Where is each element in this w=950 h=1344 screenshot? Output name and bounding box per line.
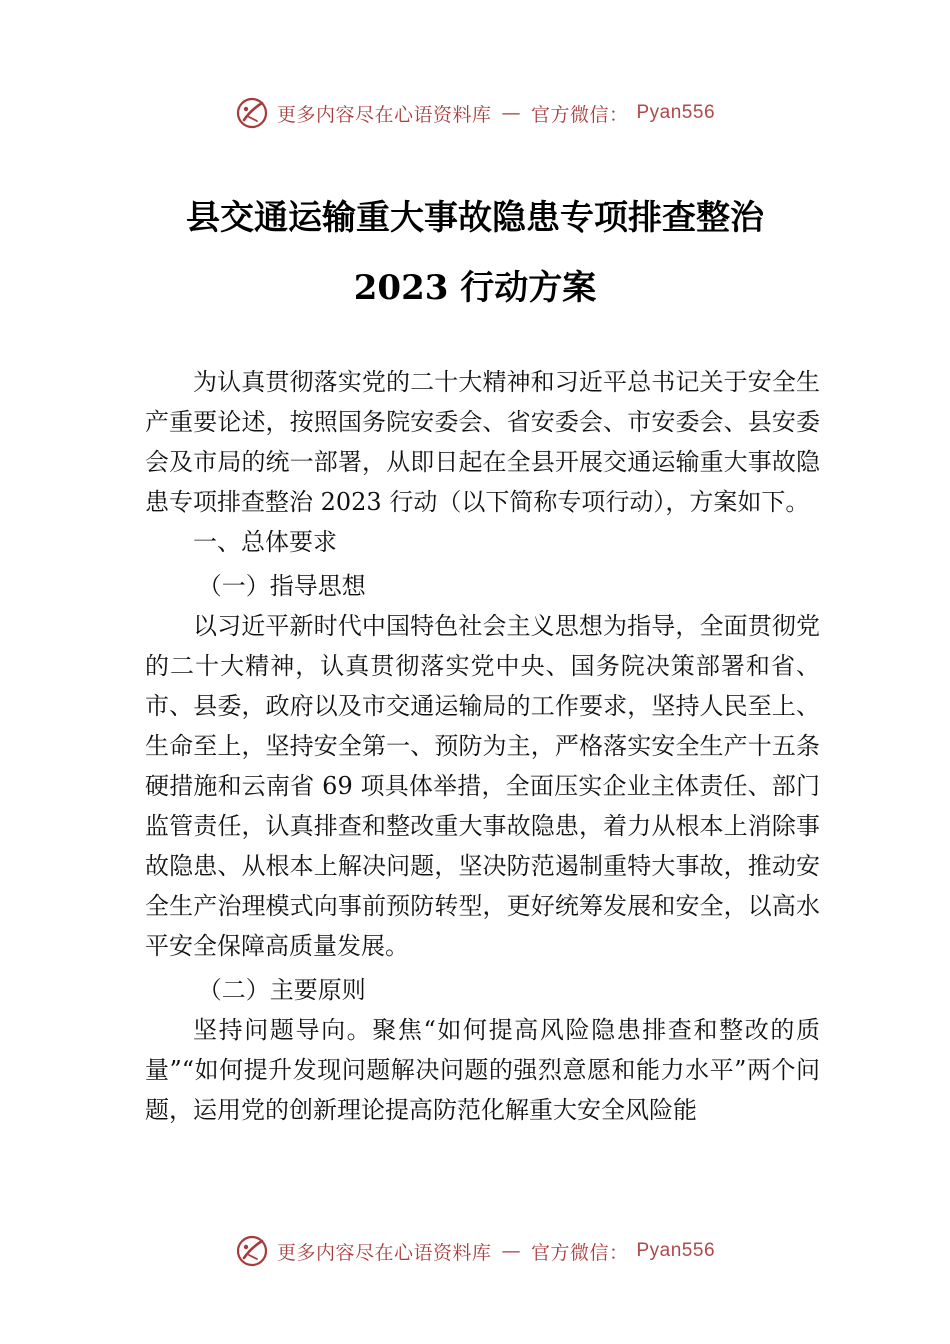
watermark-wechat-label: 官方微信： (530, 1241, 629, 1264)
watermark-text: 更多内容尽在心语资料库 (276, 1241, 492, 1264)
subheading-guiding-ideology: （一）指导思想 (197, 572, 366, 600)
document-title-line-2: 2023 行动方案 (353, 268, 597, 308)
intro-paragraph: 为认真贯彻落实党的二十大精神和习近平总书记关于安全生产重要论述，按照国务院安委会、省安委会、市安委会、县安委会及市局的统一部署，从即日起在全县开展交通运输重大事故隐患专项排查整治 2023 行动（以下简称专项行动），方案如下。 (145, 368, 820, 516)
watermark-top (0, 96, 950, 130)
subheading-main-principles: （二）主要原则 (197, 976, 366, 1004)
watermark-wechat-id: Pyan556 (636, 102, 716, 123)
watermark-wechat-id: Pyan556 (636, 1240, 716, 1261)
watermark-separator: — (501, 102, 521, 124)
document-title-line-1: 县交通运输重大事故隐患专项排查整治 (186, 198, 764, 238)
section-heading-general-requirements: 一、总体要求 (193, 528, 337, 556)
main-principles-paragraph: 坚持问题导向。聚焦“如何提高风险隐患排查和整改的质量”“如何提升发现问题解决问题的强烈意愿和能力水平”两个问题，运用党的创新理论提高防范化解重大安全风险能 (145, 1016, 820, 1124)
watermark-text: 更多内容尽在心语资料库 (276, 103, 492, 126)
watermark-wechat-label: 官方微信： (530, 103, 629, 126)
guiding-ideology-paragraph: 以习近平新时代中国特色社会主义思想为指导，全面贯彻党的二十大精神，认真贯彻落实党中央、国务院决策部署和省、市、县委，政府以及市交通运输局的工作要求，坚持人民至上、生命至上，坚持安全第一、预防为主，严格落实安全生产十五条硬措施和云南省 69 项具体举措，全面压实企业主体责任、部门监管责任，认真排查和整改重大事故隐患，着力从根本上消除事故隐患、从根本上解决问题，坚决防范遏制重特大事故，推动安全生产治理模式向事前预防转型，更好统筹发展和安全，以高水平安全保障高质量发展。 (145, 612, 820, 960)
document-body (145, 362, 820, 1130)
brush-logo-icon (235, 1234, 269, 1268)
brush-logo-icon (235, 96, 269, 130)
watermark-bottom (0, 1234, 950, 1268)
watermark-separator: — (501, 1240, 521, 1262)
